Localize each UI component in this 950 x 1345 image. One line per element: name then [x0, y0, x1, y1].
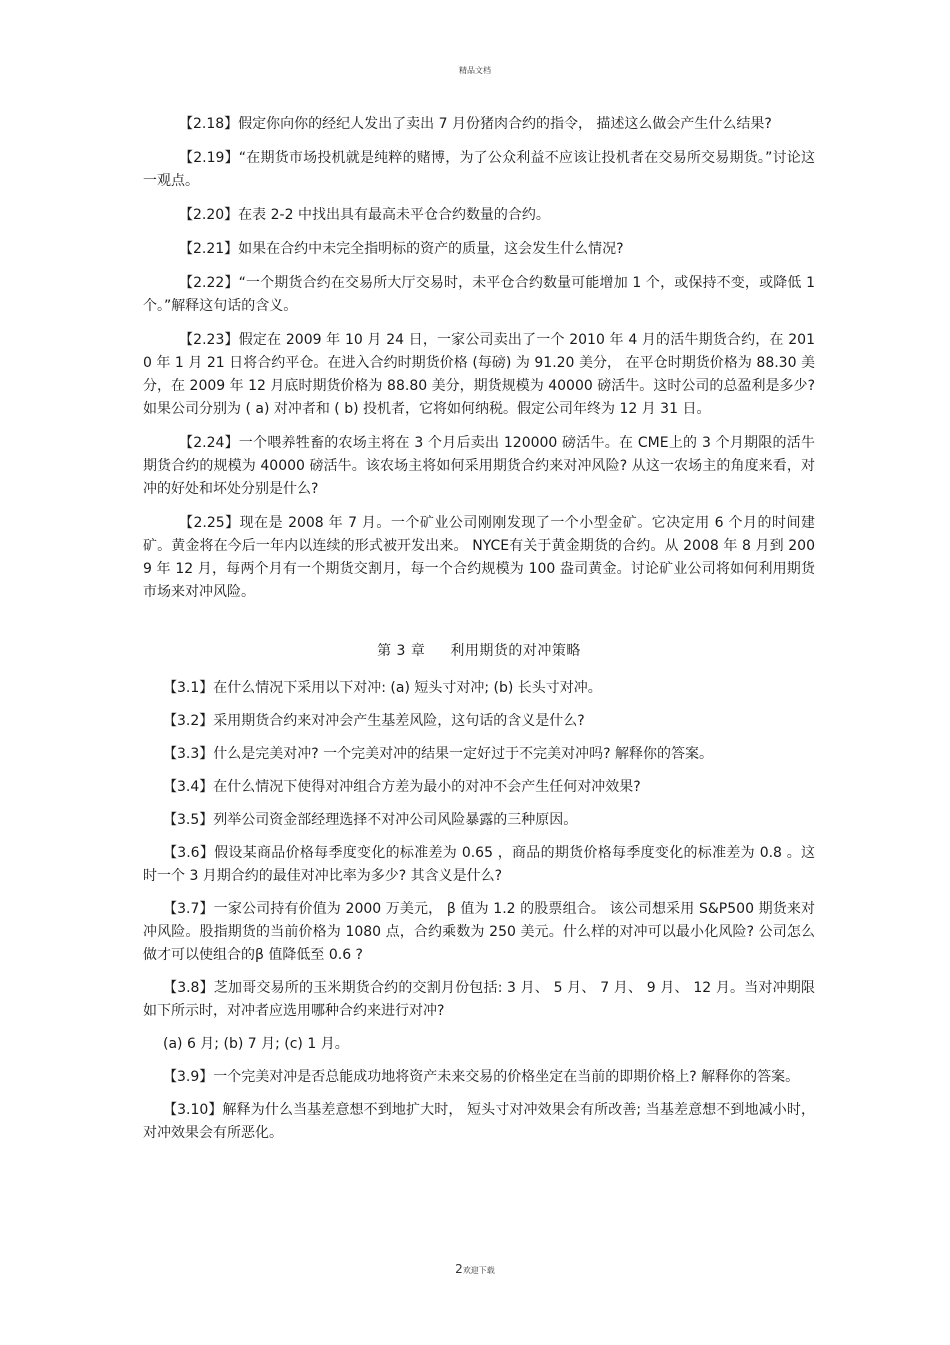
question-3-2: 【3.2】采用期货合约来对冲会产生基差风险，这句话的含义是什么?	[163, 713, 585, 729]
question-3-5: 【3.5】列举公司资金部经理选择不对冲公司风险暴露的三种原因。	[163, 812, 578, 828]
question-2-19: 【2.19】“在期货市场投机就是纯粹的赌博，为了公众利益不应该让投机者在交易所交易期货。”讨论这一观点。	[143, 150, 815, 189]
question-2-20: 【2.20】在表 2-2 中找出具有最高未平仓合约数量的合约。	[179, 207, 550, 223]
question-2-25: 【2.25】现在是 2008 年 7 月。一个矿业公司刚刚发现了一个小型金矿。它决定用 6 个月的时间建矿。黄金将在今后一年内以连续的形式被开发出来。 NYCE有关于黄金期货的合约。从 2008 年 8 月到 2009 年 12 月，每两个月有一个期货交割月，每一个合约规模为 100 盎司黄金。讨论矿业公司将如何利用期货市场来对冲风险。	[143, 515, 815, 600]
page-number: 2	[455, 1262, 463, 1276]
question-3-7: 【3.7】一家公司持有价值为 2000 万美元， β 值为 1.2 的股票组合。 该公司想采用 S&P500 期货来对冲风险。股指期货的当前价格为 1080 点，合约乘数为 250 美元。什么样的对冲可以最小化风险? 公司怎么做才可以使组合的β 值降低至 0.6 ?	[143, 901, 815, 963]
question-2-18: 【2.18】假定你向你的经纪人发出了卖出 7 月份猪肉合约的指令， 描述这么做会产生什么结果?	[179, 116, 772, 132]
footer-text: 欢迎下载	[462, 1266, 495, 1275]
question-2-21: 【2.21】如果在合约中未完全指明标的资产的质量，这会发生什么情况?	[179, 241, 624, 257]
question-3-3: 【3.3】什么是完美对冲? 一个完美对冲的结果一定好过于不完美对冲吗? 解释你的答案。	[163, 746, 714, 762]
page-footer	[0, 1262, 950, 1276]
question-3-8-options: (a) 6 月; (b) 7 月; (c) 1 月。	[163, 1036, 349, 1052]
question-2-23: 【2.23】假定在 2009 年 10 月 24 日，一家公司卖出了一个 2010 年 4 月的活牛期货合约，在 2010 年 1 月 21 日将合约平仓。在进入合约时期货价格 (每磅) 为 91.20 美分， 在平仓时期货价格为 88.30 美分，在 2009 年 12 月底时期货价格为 88.80 美分，期货规模为 40000 磅活牛。这时公司的总盈利是多少? 如果公司分别为 ( a) 对冲者和 ( b) 投机者，它将如何纳税。假定公司年终为 12 月 31 日。	[143, 332, 815, 417]
chapter-label: 第 3 章	[377, 643, 426, 659]
question-2-24: 【2.24】一个喂养牲畜的农场主将在 3 个月后卖出 120000 磅活牛。在 CME上的 3 个月期限的活牛期货合约的规模为 40000 磅活牛。该农场主将如何采用期货合约来对冲风险? 从这一农场主的角度来看，对冲的好处和坏处分别是什么?	[143, 435, 815, 497]
question-3-10: 【3.10】解释为什么当基差意想不到地扩大时， 短头寸对冲效果会有所改善; 当基差意想不到地减小时，对冲效果会有所恶化。	[143, 1102, 815, 1141]
question-3-1: 【3.1】在什么情况下采用以下对冲: (a) 短头寸对冲; (b) 长头寸对冲。	[163, 680, 602, 696]
question-2-22: 【2.22】“一个期货合约在交易所大厅交易时，未平仓合约数量可能增加 1 个，或保持不变，或降低 1 个。”解释这句话的含义。	[143, 275, 815, 314]
question-3-4: 【3.4】在什么情况下使得对冲组合方差为最小的对冲不会产生任何对冲效果?	[163, 779, 641, 795]
question-3-6: 【3.6】假设某商品价格每季度变化的标准差为 0.65 ，商品的期货价格每季度变化的标准差为 0.8 。这时一个 3 月期合约的最佳对冲比率为多少? 其含义是什么?	[143, 845, 815, 884]
page-header: 精品文档	[459, 66, 491, 75]
question-3-8: 【3.8】芝加哥交易所的玉米期货合约的交割月份包括: 3 月、 5 月、 7 月、 9 月、 12 月。当对冲期限如下所示时，对冲者应选用哪种合约来进行对冲?	[143, 980, 815, 1019]
chapter-name: 利用期货的对冲策略	[450, 643, 581, 659]
document-body	[143, 113, 815, 1155]
chapter-3-title	[143, 640, 815, 663]
question-3-9: 【3.9】一个完美对冲是否总能成功地将资产未来交易的价格坐定在当前的即期价格上? 解释你的答案。	[163, 1069, 800, 1085]
